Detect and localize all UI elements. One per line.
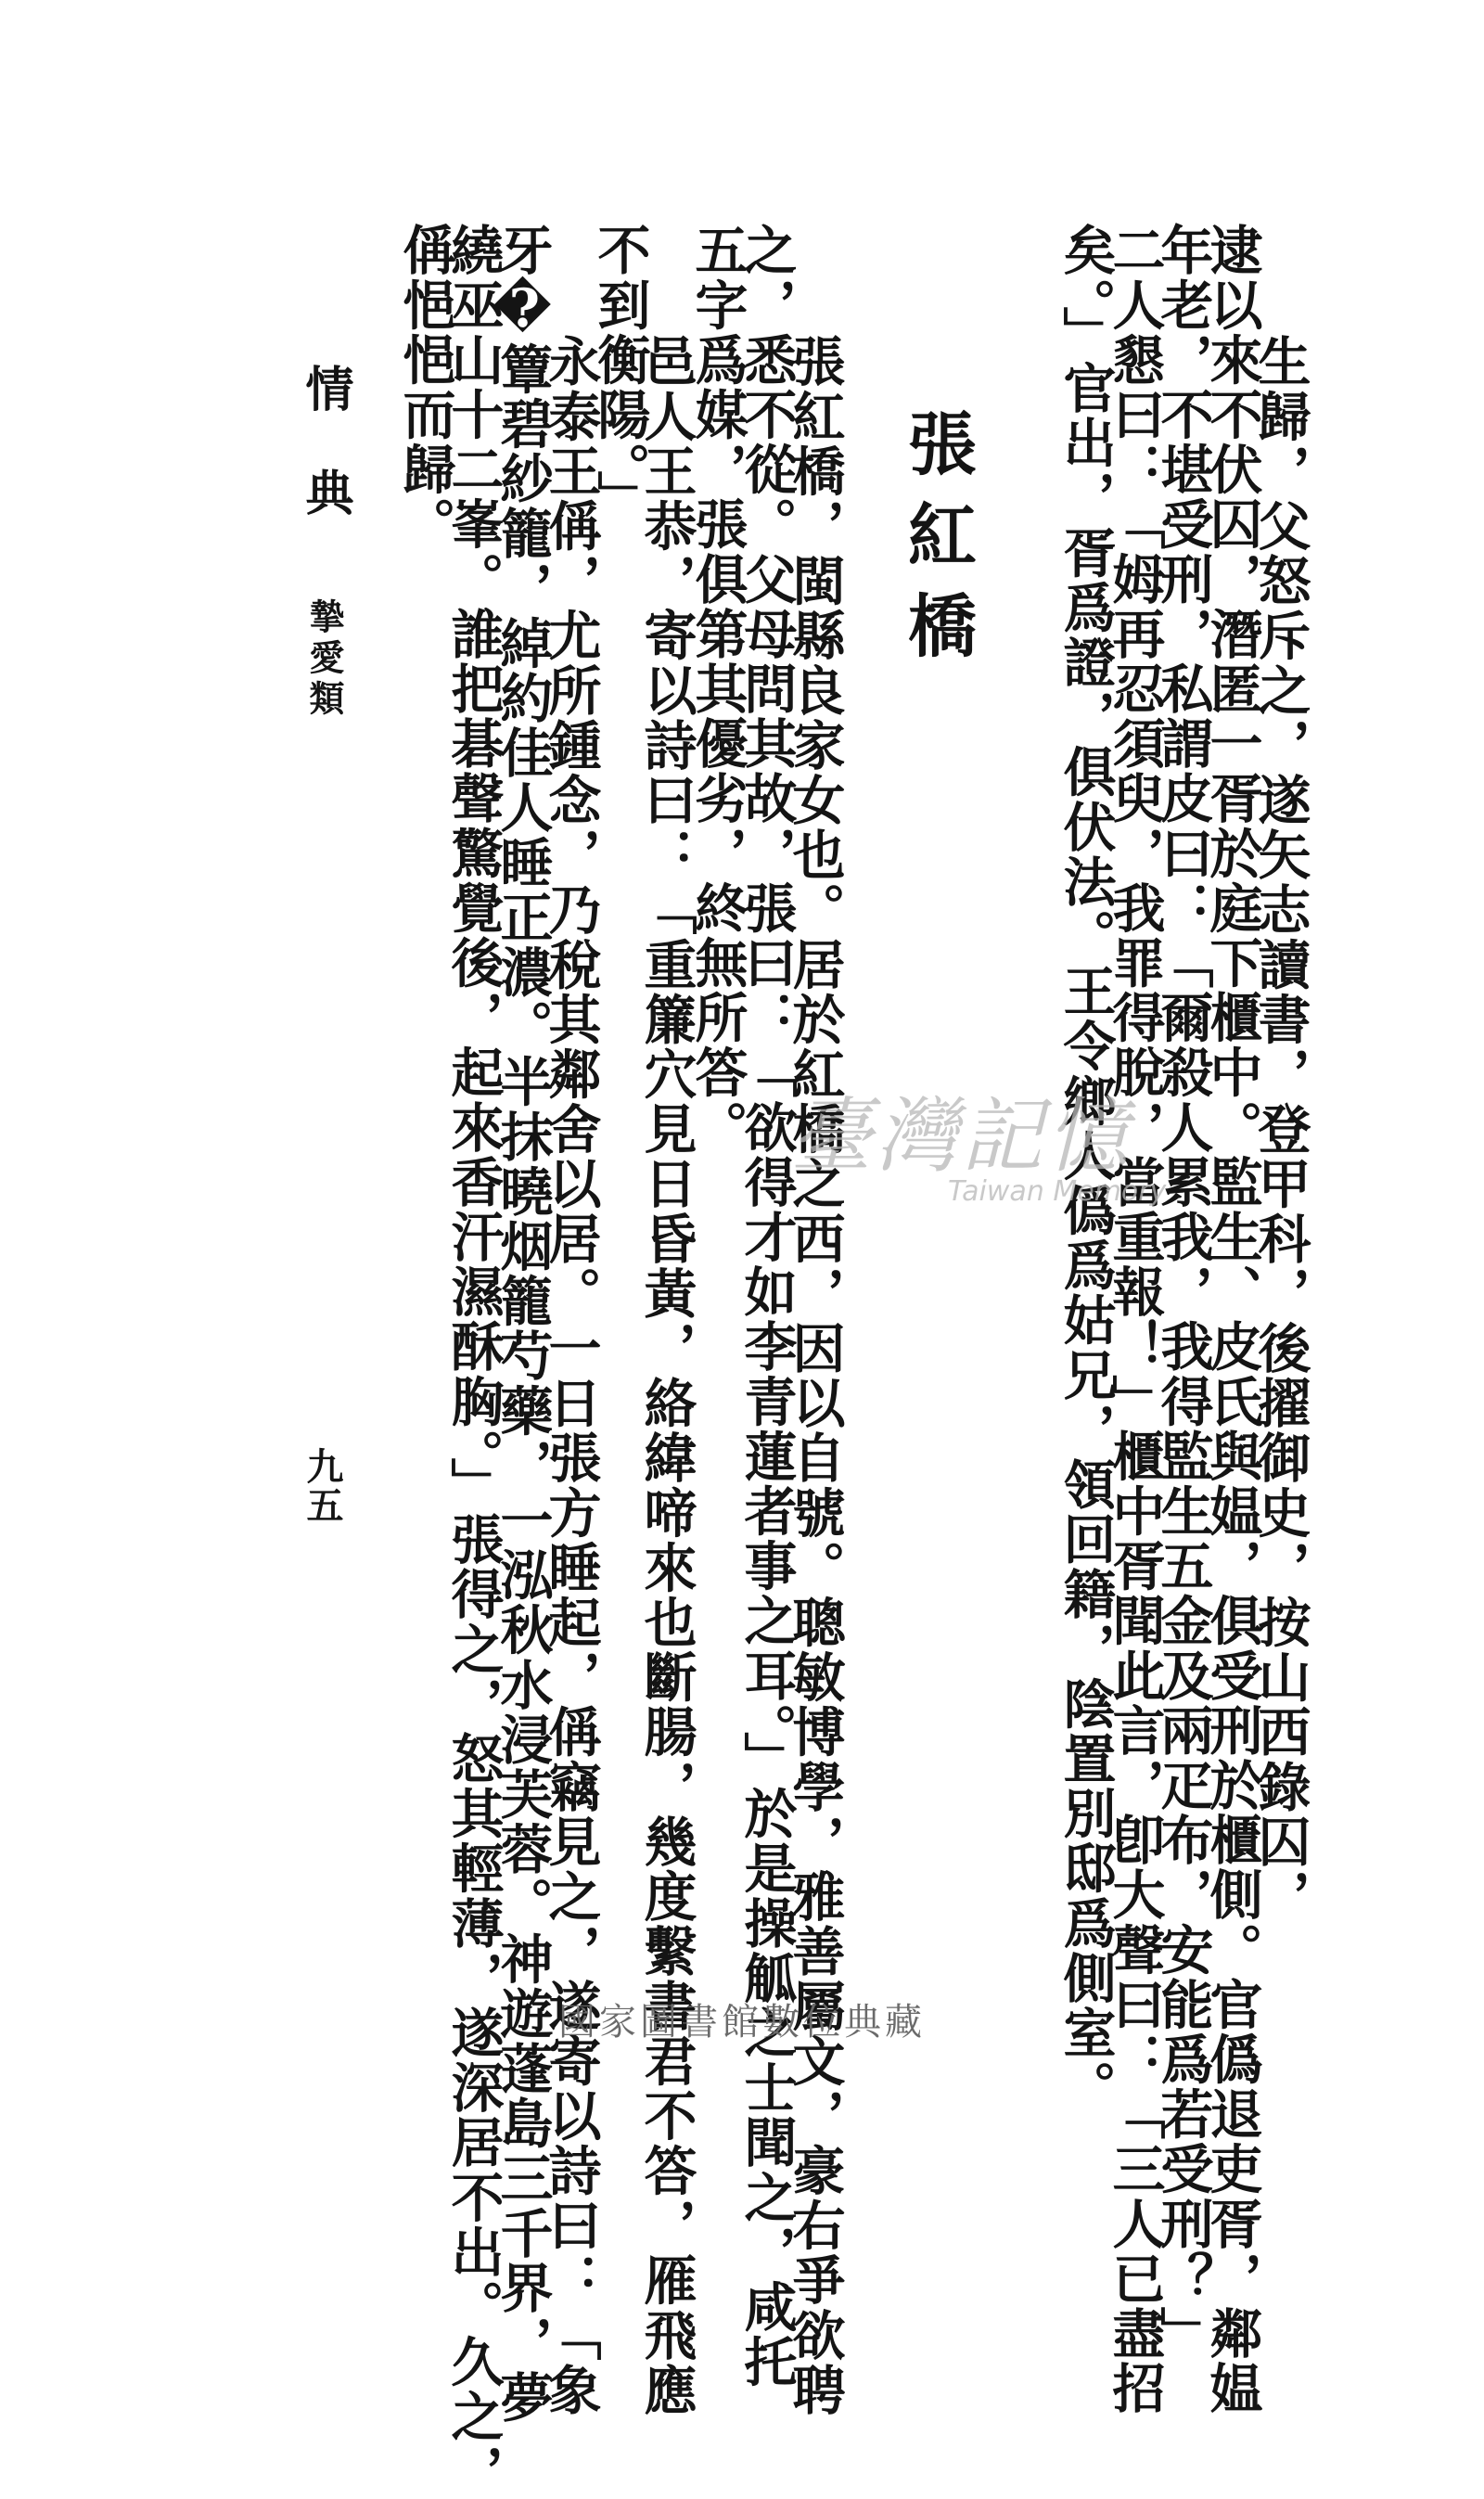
text-column-13: 繞巫山十二峯。誰把碁聲驚覺後，起來香汗濕酥胸。」張得之，怒其輕薄，遂深居不出。久之， xyxy=(442,223,505,2499)
text-column-11: 永泰王偁，尤所鍾念，乃稅其鄰舍以居。一日張方睡起，偁竊見之，遂寄以詩曰：「象 xyxy=(540,334,602,2417)
text-column-2: 逮以來不伏囚，潛匿一胥於庭下櫃中。監生、皮氏與媪，俱受刑於櫃側。官僞退吏胥，鄰媪 xyxy=(1201,223,1263,2416)
text-column-6: 張紅橋，閩縣良家女也。居於紅橋之西，因以自號。聰敏博學，雅善屬文，豪右爭欲聘 xyxy=(784,334,846,2417)
text-column-3: 年老，不堪受刑，私謂皮曰：「爾殺人累我，我得監生五金及兩疋布，安能爲若受刑？」 xyxy=(1152,223,1214,2361)
category-label: 摯愛類 xyxy=(303,598,345,721)
section-title: 張紅橋 xyxy=(897,408,977,681)
book-title: 情典 xyxy=(297,364,353,571)
text-column-12: 牙�簟碧紗籠，綽約佳人睡正濃。半抹曉烟籠芍藥，一泓秋水浸芙蓉。神遊蓬島三千界，夢 xyxy=(492,223,554,2425)
text-column-7: 之，悉不從。父母問其故，張曰：「欲得才如李青蓮者事之耳。」於是操觚之士聞之，咸托 xyxy=(736,223,798,2390)
text-column-5: 矣。」官出，胥爲證，俱伏法。王令鄉人僞爲姑兄，領回籍，陰置別邸爲側室。 xyxy=(1055,223,1117,2115)
footer-credit: 國家圖書館數位典藏 xyxy=(558,2001,926,2044)
page-number: 九五 xyxy=(301,1447,344,1525)
watermark-chinese: 臺灣記憶 xyxy=(790,1088,1132,1184)
text-column-4: 二人懇曰：「姆再忍須臾，我罪得脫，當重報！」櫃中胥聞此言，卽大聲曰：「三人已盡招 xyxy=(1104,223,1166,2416)
watermark xyxy=(790,1071,1166,1208)
text-column-1: 生歸，父怒斥之，遂矢志讀書，登甲科，後擢御史，按山西錄囚， xyxy=(1249,334,1311,1924)
text-column-9: 邑人王恭，寄以詩曰：「重簾穴見日昏黃，絡緯啼來也斷腸，幾度繫書君不答，雁飛應 xyxy=(635,334,697,2417)
text-column-8: 五字爲媒，張俱第其優劣，終無所答。 xyxy=(686,223,748,1155)
text-column-10: 不到衡陽。」 xyxy=(589,223,651,526)
watermark-english: Taiwan Memory xyxy=(948,1175,1167,1208)
text-column-14: 偁悒悒而歸。 xyxy=(394,223,456,552)
